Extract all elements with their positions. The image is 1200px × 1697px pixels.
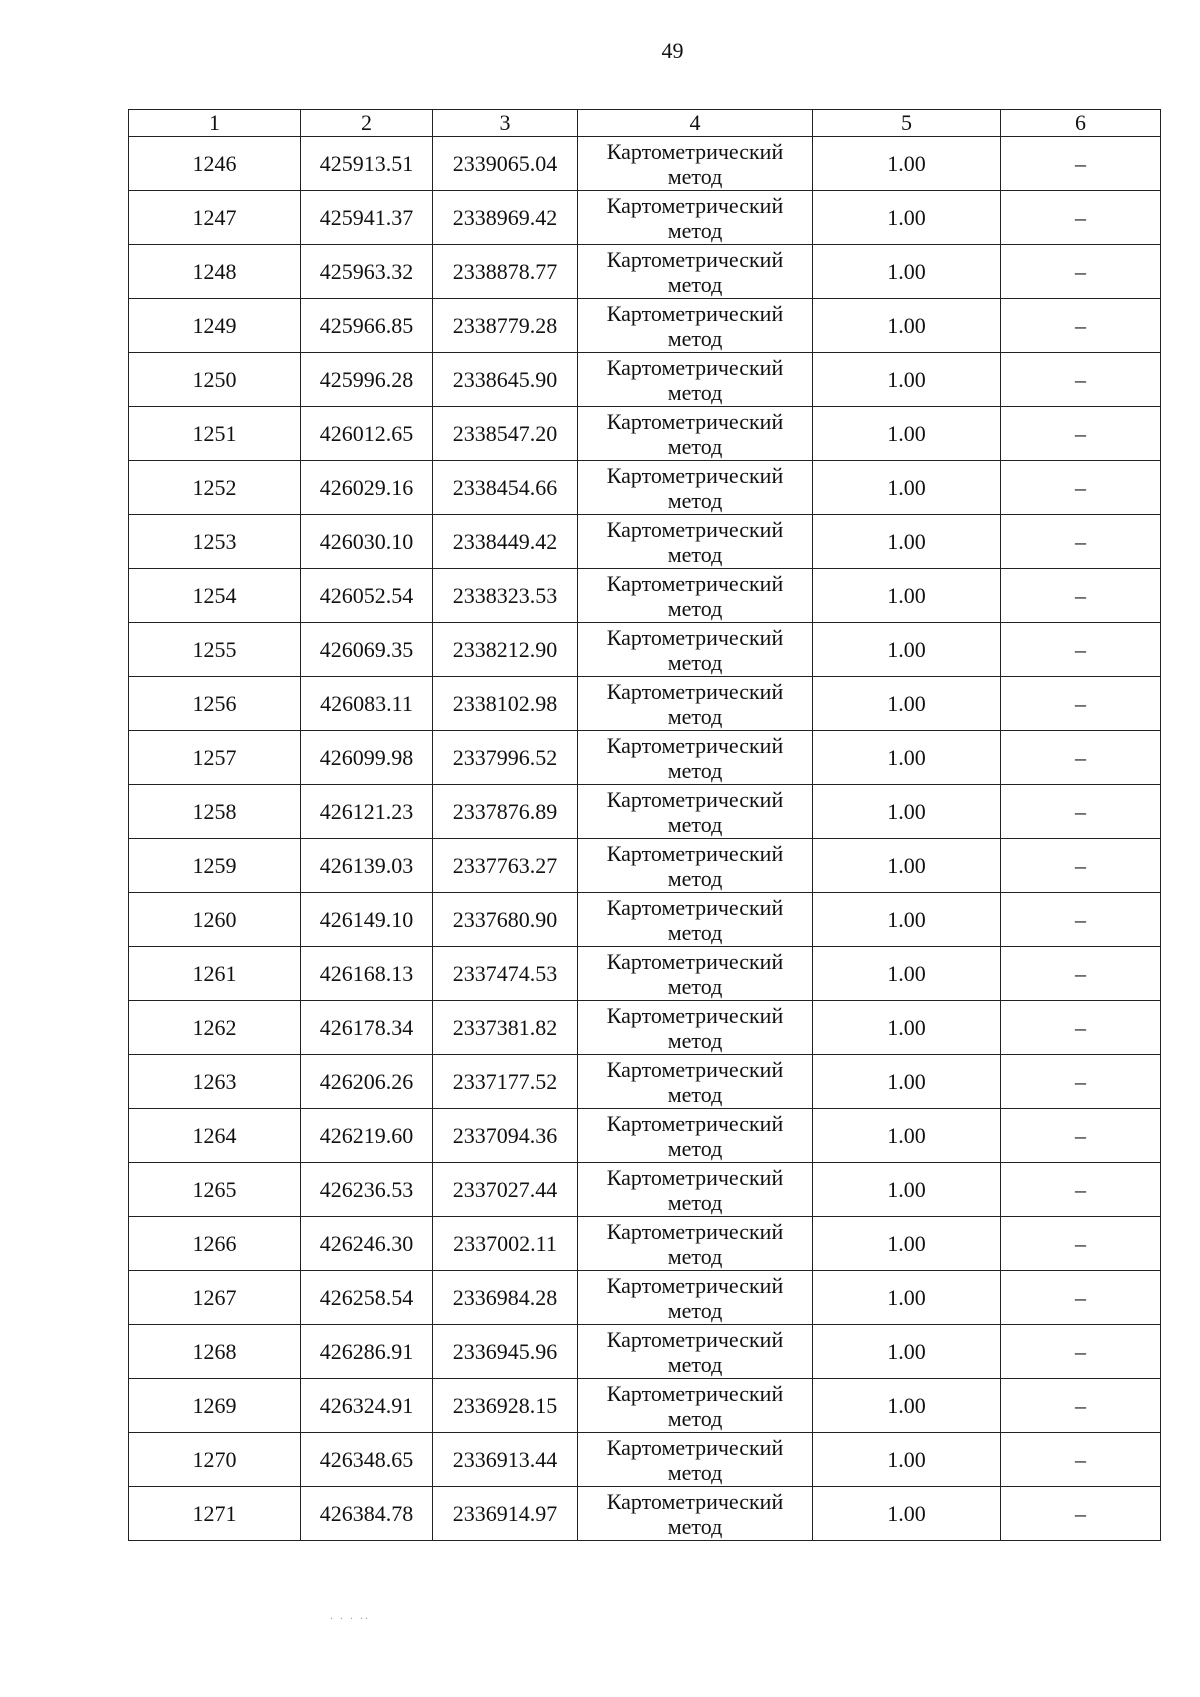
accuracy-cell: 1.00 [813,677,1001,731]
point-number-cell: 1253 [129,515,301,569]
x-coordinate-cell: 425963.32 [301,245,433,299]
point-number-cell: 1262 [129,1001,301,1055]
method-cell: Картометрический метод [578,1325,813,1379]
accuracy-cell: 1.00 [813,1217,1001,1271]
method-cell: Картометрический метод [578,407,813,461]
note-cell: – [1001,1433,1161,1487]
y-coordinate-cell: 2337474.53 [433,947,578,1001]
x-coordinate-cell: 426178.34 [301,1001,433,1055]
x-coordinate-cell: 426030.10 [301,515,433,569]
table-row [129,245,1161,299]
y-coordinate-cell: 2336913.44 [433,1433,578,1487]
note-cell: – [1001,1163,1161,1217]
note-cell: – [1001,353,1161,407]
method-cell: Картометрический метод [578,569,813,623]
table-row [129,1433,1161,1487]
table-row [129,1001,1161,1055]
page-number: 49 [661,38,684,63]
x-coordinate-cell: 426348.65 [301,1433,433,1487]
table-row [129,1271,1161,1325]
note-cell: – [1001,1217,1161,1271]
accuracy-cell: 1.00 [813,407,1001,461]
method-cell: Картометрический метод [578,1055,813,1109]
table-row [129,191,1161,245]
y-coordinate-cell: 2338969.42 [433,191,578,245]
x-coordinate-cell: 425941.37 [301,191,433,245]
column-header-6: 6 [1001,110,1161,137]
table-row [129,1109,1161,1163]
table-body [129,137,1161,1541]
method-cell: Картометрический метод [578,245,813,299]
x-coordinate-cell: 426121.23 [301,785,433,839]
x-coordinate-cell: 425913.51 [301,137,433,191]
point-number-cell: 1249 [129,299,301,353]
coordinates-table [128,109,1161,1541]
point-number-cell: 1263 [129,1055,301,1109]
accuracy-cell: 1.00 [813,623,1001,677]
accuracy-cell: 1.00 [813,191,1001,245]
table-row [129,1379,1161,1433]
table-row [129,1325,1161,1379]
table-row [129,785,1161,839]
table-row [129,515,1161,569]
note-cell: – [1001,623,1161,677]
method-cell: Картометрический метод [578,839,813,893]
y-coordinate-cell: 2338449.42 [433,515,578,569]
point-number-cell: 1260 [129,893,301,947]
note-cell: – [1001,461,1161,515]
note-cell: – [1001,191,1161,245]
note-cell: – [1001,569,1161,623]
accuracy-cell: 1.00 [813,947,1001,1001]
accuracy-cell: 1.00 [813,515,1001,569]
y-coordinate-cell: 2337876.89 [433,785,578,839]
x-coordinate-cell: 425996.28 [301,353,433,407]
note-cell: – [1001,137,1161,191]
point-number-cell: 1251 [129,407,301,461]
point-number-cell: 1255 [129,623,301,677]
table-row [129,839,1161,893]
note-cell: – [1001,245,1161,299]
table-row [129,1217,1161,1271]
x-coordinate-cell: 426384.78 [301,1487,433,1541]
accuracy-cell: 1.00 [813,353,1001,407]
method-cell: Картометрический метод [578,893,813,947]
accuracy-cell: 1.00 [813,1109,1001,1163]
method-cell: Картометрический метод [578,947,813,1001]
header-row [129,110,1161,137]
accuracy-cell: 1.00 [813,299,1001,353]
point-number-cell: 1258 [129,785,301,839]
column-header-5: 5 [813,110,1001,137]
y-coordinate-cell: 2336945.96 [433,1325,578,1379]
column-header-3: 3 [433,110,578,137]
x-coordinate-cell: 426324.91 [301,1379,433,1433]
table-header [129,110,1161,137]
y-coordinate-cell: 2336984.28 [433,1271,578,1325]
accuracy-cell: 1.00 [813,1001,1001,1055]
y-coordinate-cell: 2338878.77 [433,245,578,299]
table-row [129,731,1161,785]
method-cell: Картометрический метод [578,137,813,191]
y-coordinate-cell: 2337763.27 [433,839,578,893]
accuracy-cell: 1.00 [813,731,1001,785]
x-coordinate-cell: 426029.16 [301,461,433,515]
method-cell: Картометрический метод [578,1433,813,1487]
method-cell: Картометрический метод [578,191,813,245]
point-number-cell: 1256 [129,677,301,731]
accuracy-cell: 1.00 [813,1325,1001,1379]
accuracy-cell: 1.00 [813,839,1001,893]
method-cell: Картометрический метод [578,1487,813,1541]
x-coordinate-cell: 426206.26 [301,1055,433,1109]
point-number-cell: 1267 [129,1271,301,1325]
point-number-cell: 1247 [129,191,301,245]
y-coordinate-cell: 2338454.66 [433,461,578,515]
table-row [129,353,1161,407]
point-number-cell: 1252 [129,461,301,515]
y-coordinate-cell: 2337177.52 [433,1055,578,1109]
column-header-2: 2 [301,110,433,137]
y-coordinate-cell: 2338645.90 [433,353,578,407]
method-cell: Картометрический метод [578,623,813,677]
y-coordinate-cell: 2338547.20 [433,407,578,461]
table-row [129,1055,1161,1109]
y-coordinate-cell: 2337996.52 [433,731,578,785]
note-cell: – [1001,299,1161,353]
note-cell: – [1001,947,1161,1001]
accuracy-cell: 1.00 [813,245,1001,299]
method-cell: Картометрический метод [578,1109,813,1163]
method-cell: Картометрический метод [578,1001,813,1055]
note-cell: – [1001,515,1161,569]
table-row [129,893,1161,947]
table-row [129,1487,1161,1541]
point-number-cell: 1269 [129,1379,301,1433]
table-row [129,569,1161,623]
y-coordinate-cell: 2337002.11 [433,1217,578,1271]
method-cell: Картометрический метод [578,515,813,569]
y-coordinate-cell: 2338323.53 [433,569,578,623]
accuracy-cell: 1.00 [813,1433,1001,1487]
y-coordinate-cell: 2337381.82 [433,1001,578,1055]
method-cell: Картометрический метод [578,785,813,839]
method-cell: Картометрический метод [578,461,813,515]
x-coordinate-cell: 426012.65 [301,407,433,461]
x-coordinate-cell: 426219.60 [301,1109,433,1163]
method-cell: Картометрический метод [578,677,813,731]
note-cell: – [1001,1487,1161,1541]
point-number-cell: 1254 [129,569,301,623]
x-coordinate-cell: 426236.53 [301,1163,433,1217]
table-row [129,947,1161,1001]
x-coordinate-cell: 426168.13 [301,947,433,1001]
point-number-cell: 1246 [129,137,301,191]
x-coordinate-cell: 425966.85 [301,299,433,353]
x-coordinate-cell: 426139.03 [301,839,433,893]
accuracy-cell: 1.00 [813,785,1001,839]
point-number-cell: 1259 [129,839,301,893]
y-coordinate-cell: 2336914.97 [433,1487,578,1541]
y-coordinate-cell: 2337094.36 [433,1109,578,1163]
note-cell: – [1001,839,1161,893]
point-number-cell: 1250 [129,353,301,407]
method-cell: Картометрический метод [578,731,813,785]
accuracy-cell: 1.00 [813,1163,1001,1217]
method-cell: Картометрический метод [578,353,813,407]
y-coordinate-cell: 2338102.98 [433,677,578,731]
x-coordinate-cell: 426149.10 [301,893,433,947]
y-coordinate-cell: 2339065.04 [433,137,578,191]
note-cell: – [1001,1001,1161,1055]
accuracy-cell: 1.00 [813,1055,1001,1109]
x-coordinate-cell: 426246.30 [301,1217,433,1271]
note-cell: – [1001,731,1161,785]
accuracy-cell: 1.00 [813,569,1001,623]
column-header-4: 4 [578,110,813,137]
point-number-cell: 1265 [129,1163,301,1217]
accuracy-cell: 1.00 [813,137,1001,191]
method-cell: Картометрический метод [578,299,813,353]
point-number-cell: 1266 [129,1217,301,1271]
note-cell: – [1001,407,1161,461]
note-cell: – [1001,785,1161,839]
table-row [129,677,1161,731]
point-number-cell: 1268 [129,1325,301,1379]
point-number-cell: 1270 [129,1433,301,1487]
x-coordinate-cell: 426099.98 [301,731,433,785]
method-cell: Картометрический метод [578,1163,813,1217]
method-cell: Картометрический метод [578,1271,813,1325]
method-cell: Картометрический метод [578,1379,813,1433]
accuracy-cell: 1.00 [813,1379,1001,1433]
x-coordinate-cell: 426286.91 [301,1325,433,1379]
y-coordinate-cell: 2336928.15 [433,1379,578,1433]
point-number-cell: 1257 [129,731,301,785]
note-cell: – [1001,1055,1161,1109]
scan-artifact: . . . .. [330,1608,370,1622]
y-coordinate-cell: 2337680.90 [433,893,578,947]
note-cell: – [1001,677,1161,731]
x-coordinate-cell: 426083.11 [301,677,433,731]
table-row [129,623,1161,677]
x-coordinate-cell: 426258.54 [301,1271,433,1325]
point-number-cell: 1264 [129,1109,301,1163]
accuracy-cell: 1.00 [813,1487,1001,1541]
column-header-1: 1 [129,110,301,137]
y-coordinate-cell: 2338212.90 [433,623,578,677]
point-number-cell: 1261 [129,947,301,1001]
table-row [129,299,1161,353]
x-coordinate-cell: 426052.54 [301,569,433,623]
point-number-cell: 1271 [129,1487,301,1541]
accuracy-cell: 1.00 [813,461,1001,515]
table-row [129,137,1161,191]
table-row [129,1163,1161,1217]
table-row [129,461,1161,515]
y-coordinate-cell: 2337027.44 [433,1163,578,1217]
accuracy-cell: 1.00 [813,893,1001,947]
point-number-cell: 1248 [129,245,301,299]
note-cell: – [1001,1109,1161,1163]
note-cell: – [1001,893,1161,947]
note-cell: – [1001,1271,1161,1325]
accuracy-cell: 1.00 [813,1271,1001,1325]
x-coordinate-cell: 426069.35 [301,623,433,677]
note-cell: – [1001,1325,1161,1379]
y-coordinate-cell: 2338779.28 [433,299,578,353]
table-row [129,407,1161,461]
method-cell: Картометрический метод [578,1217,813,1271]
note-cell: – [1001,1379,1161,1433]
